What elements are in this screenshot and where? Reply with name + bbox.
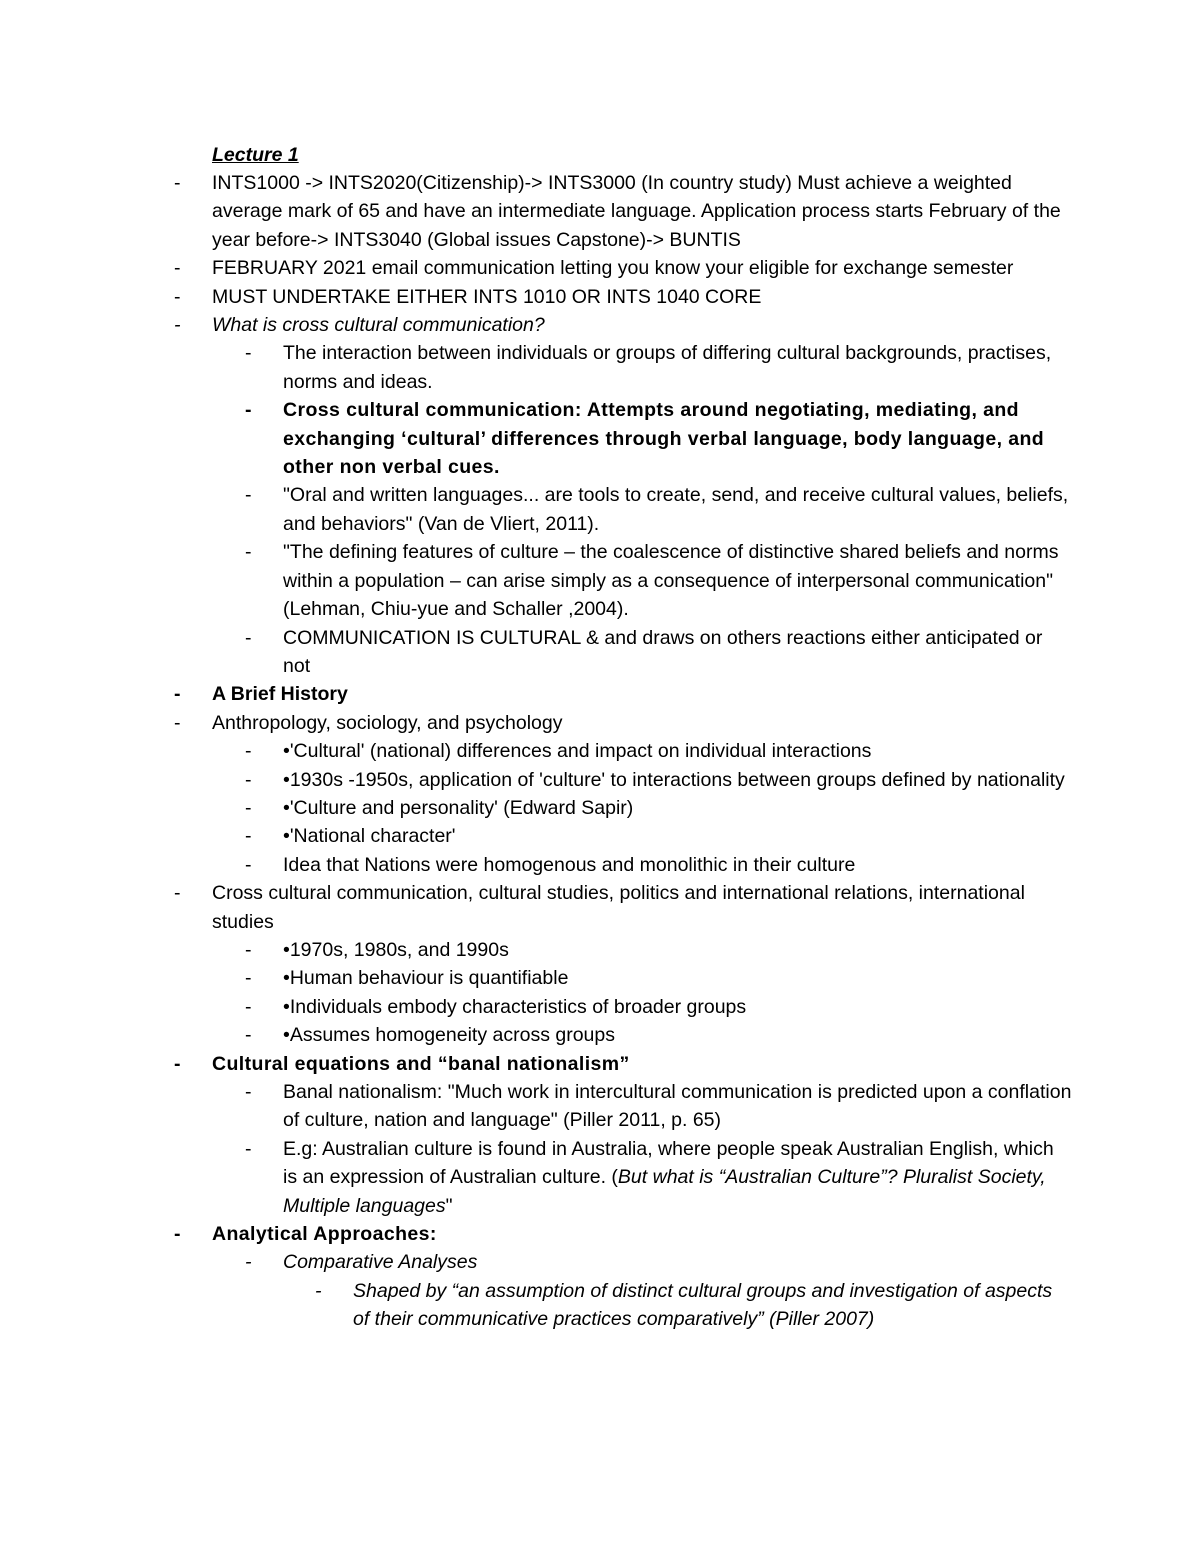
bullet-dash: - bbox=[315, 1279, 322, 1302]
bullet-dash: - bbox=[174, 882, 181, 905]
bullet-dash: - bbox=[245, 626, 252, 649]
item-text: FEBRUARY 2021 email communication letting you know your eligible for exchange semester bbox=[212, 257, 1014, 280]
list-item bbox=[245, 624, 1073, 681]
list-item bbox=[245, 794, 1073, 822]
section-heading bbox=[174, 1220, 1072, 1248]
item-text: •'Cultural' (national) differences and impact on individual interactions bbox=[283, 740, 872, 763]
item-text: Comparative Analyses bbox=[283, 1251, 478, 1274]
item-text: •Assumes homogeneity across groups bbox=[283, 1024, 615, 1047]
bullet-dash: - bbox=[174, 683, 181, 706]
item-text-italic: But what is “Australian Culture”? Pluralist Society, Multiple languages bbox=[283, 1166, 1046, 1217]
bullet-dash: - bbox=[245, 1137, 252, 1160]
list-item bbox=[174, 254, 1072, 282]
bullet-dash: - bbox=[245, 938, 252, 961]
item-text: INTS1000 -> INTS2020(Citizenship)-> INTS3000 (In country study) Must achieve a weighted average mark of 65 and have an intermediate language. Application process starts February of the year before-> INTS3040 (Global issues Capstone)-> BUNTIS bbox=[212, 172, 1061, 251]
item-text: •1970s, 1980s, and 1990s bbox=[283, 938, 509, 961]
list-item bbox=[174, 283, 1072, 311]
list-item bbox=[245, 1135, 1073, 1220]
item-text: The interaction between individuals or groups of differing cultural backgrounds, practises, norms and ideas. bbox=[283, 342, 1052, 393]
item-text: Cross cultural communication: Attempts around negotiating, mediating, and exchanging ‘cultural’ differences through verbal language, body language, and other non verbal cues. bbox=[283, 399, 1045, 479]
list-item bbox=[174, 169, 1072, 254]
list-item bbox=[245, 936, 1073, 964]
list-item bbox=[245, 993, 1073, 1021]
item-text: Cross cultural communication, cultural studies, politics and international relations, international studies bbox=[212, 882, 1025, 933]
list-item bbox=[174, 879, 1072, 936]
list-item bbox=[174, 709, 1072, 737]
bullet-dash: - bbox=[245, 541, 252, 564]
item-text: •1930s -1950s, application of 'culture' to interactions between groups defined by nationality bbox=[283, 768, 1065, 791]
bullet-dash: - bbox=[174, 285, 181, 308]
bullet-dash: - bbox=[174, 711, 181, 734]
list-item bbox=[245, 737, 1073, 765]
list-item bbox=[245, 964, 1073, 992]
bullet-dash: - bbox=[245, 399, 252, 422]
item-text: Cultural equations and “banal nationalism” bbox=[212, 1052, 630, 1075]
list-item bbox=[245, 538, 1073, 623]
item-text: What is cross cultural communication? bbox=[212, 314, 545, 337]
item-text: "Oral and written languages... are tools to create, send, and receive cultural values, beliefs, and behaviors" (Van de Vliert, 2011). bbox=[283, 484, 1069, 535]
bullet-dash: - bbox=[245, 768, 252, 791]
item-text: Analytical Approaches: bbox=[212, 1223, 437, 1246]
bullet-dash: - bbox=[245, 1081, 252, 1103]
bullet-dash: - bbox=[174, 172, 181, 194]
bullet-dash: - bbox=[245, 967, 252, 990]
list-item bbox=[174, 311, 1072, 339]
bullet-dash: - bbox=[245, 995, 252, 1018]
item-text: •Individuals embody characteristics of broader groups bbox=[283, 995, 747, 1018]
item-text: Idea that Nations were homogenous and monolithic in their culture bbox=[283, 853, 856, 876]
list-item bbox=[245, 766, 1073, 794]
list-item bbox=[245, 481, 1073, 538]
bullet-dash: - bbox=[174, 257, 181, 280]
item-text: Shaped by “an assumption of distinct cultural groups and investigation of aspects of their communicative practices comparatively” (Piller 2007) bbox=[353, 1279, 1053, 1331]
bullet-dash: - bbox=[245, 825, 252, 848]
item-text-tail: " bbox=[445, 1194, 453, 1217]
list-item bbox=[245, 1078, 1073, 1135]
item-text: •'Culture and personality' (Edward Sapir) bbox=[283, 796, 634, 819]
section-heading bbox=[174, 1050, 1072, 1078]
list-item bbox=[245, 1021, 1073, 1049]
list-item bbox=[245, 396, 1073, 481]
notes-list bbox=[0, 169, 1200, 1334]
list-item bbox=[245, 339, 1073, 396]
item-text: COMMUNICATION IS CULTURAL & and draws on others reactions either anticipated or not bbox=[283, 626, 1043, 677]
bullet-dash: - bbox=[174, 1052, 181, 1075]
bullet-dash: - bbox=[245, 342, 252, 365]
list-item bbox=[245, 851, 1073, 879]
list-item bbox=[245, 1248, 1073, 1276]
bullet-dash: - bbox=[174, 1223, 181, 1246]
lecture-title: Lecture 1 bbox=[212, 144, 299, 166]
item-text: •Human behaviour is quantifiable bbox=[283, 967, 569, 990]
item-text: Banal nationalism: "Much work in intercultural communication is predicted upon a conflation of culture, nation and language" (Piller 2011, p. 65) bbox=[283, 1081, 1072, 1132]
bullet-dash: - bbox=[245, 796, 252, 819]
bullet-dash: - bbox=[174, 314, 181, 337]
bullet-dash: - bbox=[245, 853, 252, 876]
item-text: E.g: Australian culture is found in Australia, where people speak Australian English, which is an expression of Australian culture. ( bbox=[283, 1137, 1054, 1189]
item-text: A Brief History bbox=[212, 683, 348, 706]
item-text: •'National character' bbox=[283, 825, 456, 848]
bullet-dash: - bbox=[245, 740, 252, 763]
list-item bbox=[315, 1277, 1073, 1334]
section-heading bbox=[174, 680, 1072, 708]
item-text: "The defining features of culture – the coalescence of distinctive shared beliefs and norms within a population – can arise simply as a consequence of interpersonal communication" (Lehman, Chiu-yue and Schaller ,2004). bbox=[283, 541, 1059, 621]
bullet-dash: - bbox=[245, 484, 252, 507]
list-item bbox=[245, 822, 1073, 850]
item-text: MUST UNDERTAKE EITHER INTS 1010 OR INTS 1040 CORE bbox=[212, 285, 762, 308]
bullet-dash: - bbox=[245, 1024, 252, 1047]
item-text: Anthropology, sociology, and psychology bbox=[212, 711, 563, 734]
bullet-dash: - bbox=[245, 1251, 252, 1274]
